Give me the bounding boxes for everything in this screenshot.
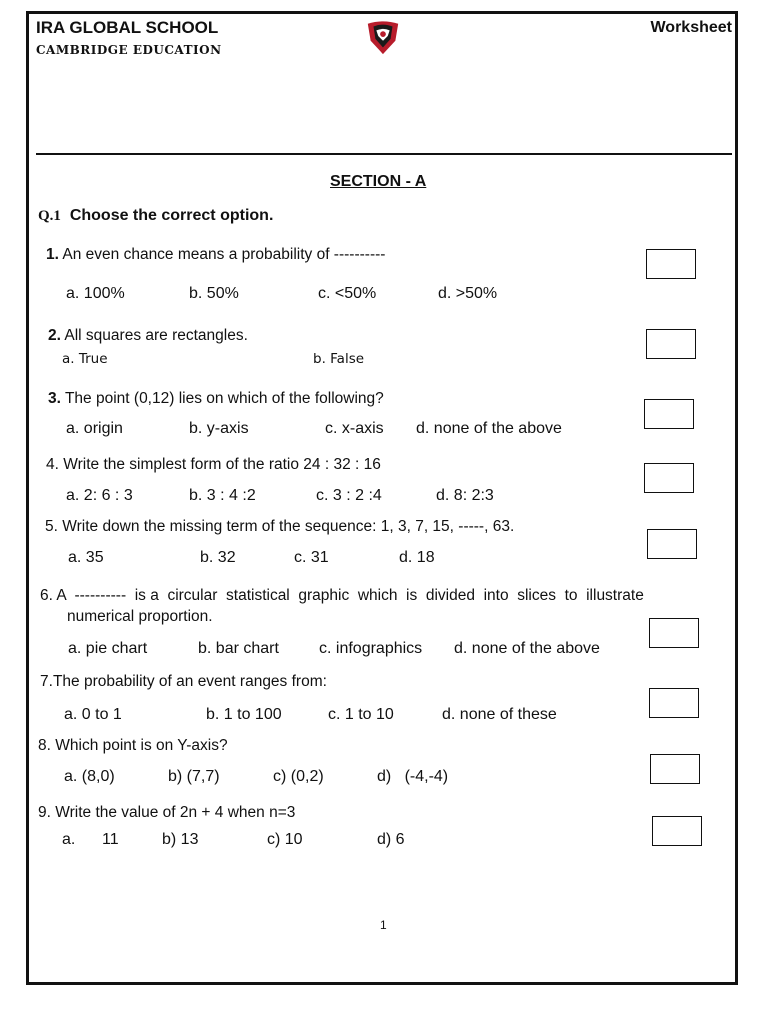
question-number: 5. <box>45 518 58 535</box>
question-number: 2. <box>48 327 61 344</box>
option: a. 100% <box>66 285 125 302</box>
option: a. (8,0) <box>64 768 115 785</box>
option: b. 50% <box>189 285 239 302</box>
question-number: 1. <box>46 246 59 263</box>
question-6 <box>40 587 644 605</box>
option: b) 13 <box>162 831 199 848</box>
question-number: 3. <box>48 390 61 407</box>
option: d. none of the above <box>416 420 562 437</box>
answer-box[interactable] <box>647 529 697 559</box>
question-text-continued: numerical proportion. <box>67 608 213 625</box>
answer-box[interactable] <box>644 463 694 493</box>
option: c. 31 <box>294 549 329 566</box>
question-text: Write down the missing term of the sequence: 1, 3, 7, 15, -----, 63. <box>62 518 515 535</box>
option: a. True <box>62 351 108 367</box>
option: c. infographics <box>319 640 423 657</box>
question-text: A ---------- is a circular statistical graphic which is divided into slices to illustrate <box>56 587 644 604</box>
question-1 <box>46 246 385 264</box>
option: a. 11 <box>62 831 119 848</box>
question-text: Which point is on Y-axis? <box>55 737 228 754</box>
option: a. 35 <box>68 549 104 566</box>
answer-box[interactable] <box>652 816 702 846</box>
option: d) (-4,-4) <box>377 768 449 785</box>
school-crest-icon <box>364 18 402 56</box>
question-text: Write the simplest form of the ratio 24 : 32 : 16 <box>63 456 381 473</box>
question-number: 7. <box>40 673 53 690</box>
option: b) (7,7) <box>168 768 220 785</box>
option: b. bar chart <box>198 640 279 657</box>
question-3 <box>48 390 384 408</box>
option: d. 8: 2:3 <box>436 487 494 504</box>
section-title: SECTION - A <box>330 173 427 190</box>
option: a. 0 to 1 <box>64 706 122 723</box>
option: a. 2: 6 : 3 <box>66 487 133 504</box>
question-8 <box>38 737 228 755</box>
question-text: The probability of an event ranges from: <box>52 673 327 690</box>
option: b. 32 <box>200 549 236 566</box>
option: c. <50% <box>318 285 377 302</box>
question-heading-number: Q.1 <box>38 208 61 224</box>
question-number: 6. <box>40 587 53 604</box>
question-number: 4. <box>46 456 59 473</box>
question-heading <box>38 207 273 225</box>
school-name: IRA GLOBAL SCHOOL <box>36 18 219 37</box>
question-heading-text: Choose the correct option. <box>69 207 274 224</box>
question-4 <box>46 456 381 474</box>
option: d. none of the above <box>454 640 600 657</box>
option: d) 6 <box>377 831 405 848</box>
option: b. False <box>313 351 365 367</box>
option: a. pie chart <box>68 640 148 657</box>
option: c. 1 to 10 <box>328 706 394 723</box>
question-5 <box>45 518 514 536</box>
option: c) (0,2) <box>273 768 324 785</box>
option: c) 10 <box>267 831 303 848</box>
question-7 <box>40 673 327 691</box>
answer-box[interactable] <box>650 754 700 784</box>
question-number: 9. <box>38 804 51 821</box>
answer-box[interactable] <box>644 399 694 429</box>
option: b. 3 : 4 :2 <box>189 487 256 504</box>
question-text: The point (0,12) lies on which of the following? <box>64 390 384 407</box>
document-type: Worksheet <box>650 19 732 36</box>
answer-box[interactable] <box>649 618 699 648</box>
page-number: 1 <box>380 918 387 932</box>
answer-box[interactable] <box>646 329 696 359</box>
header-divider <box>36 153 732 155</box>
question-number: 8. <box>38 737 51 754</box>
question-text: An even chance means a probability of ---------- <box>62 246 386 263</box>
question-text: Write the value of 2n + 4 when n=3 <box>55 804 296 821</box>
answer-box[interactable] <box>646 249 696 279</box>
question-text: All squares are rectangles. <box>64 327 248 344</box>
school-subtitle: CAMBRIDGE EDUCATION <box>36 43 222 57</box>
option: a. origin <box>66 420 123 437</box>
option: d. >50% <box>438 285 498 302</box>
answer-box[interactable] <box>649 688 699 718</box>
option: c. 3 : 2 :4 <box>316 487 382 504</box>
option: d. 18 <box>399 549 435 566</box>
option: b. y-axis <box>189 420 249 437</box>
question-2 <box>48 327 248 345</box>
option: c. x-axis <box>325 420 384 437</box>
option: b. 1 to 100 <box>206 706 282 723</box>
question-9 <box>38 804 295 822</box>
option: d. none of these <box>442 706 557 723</box>
